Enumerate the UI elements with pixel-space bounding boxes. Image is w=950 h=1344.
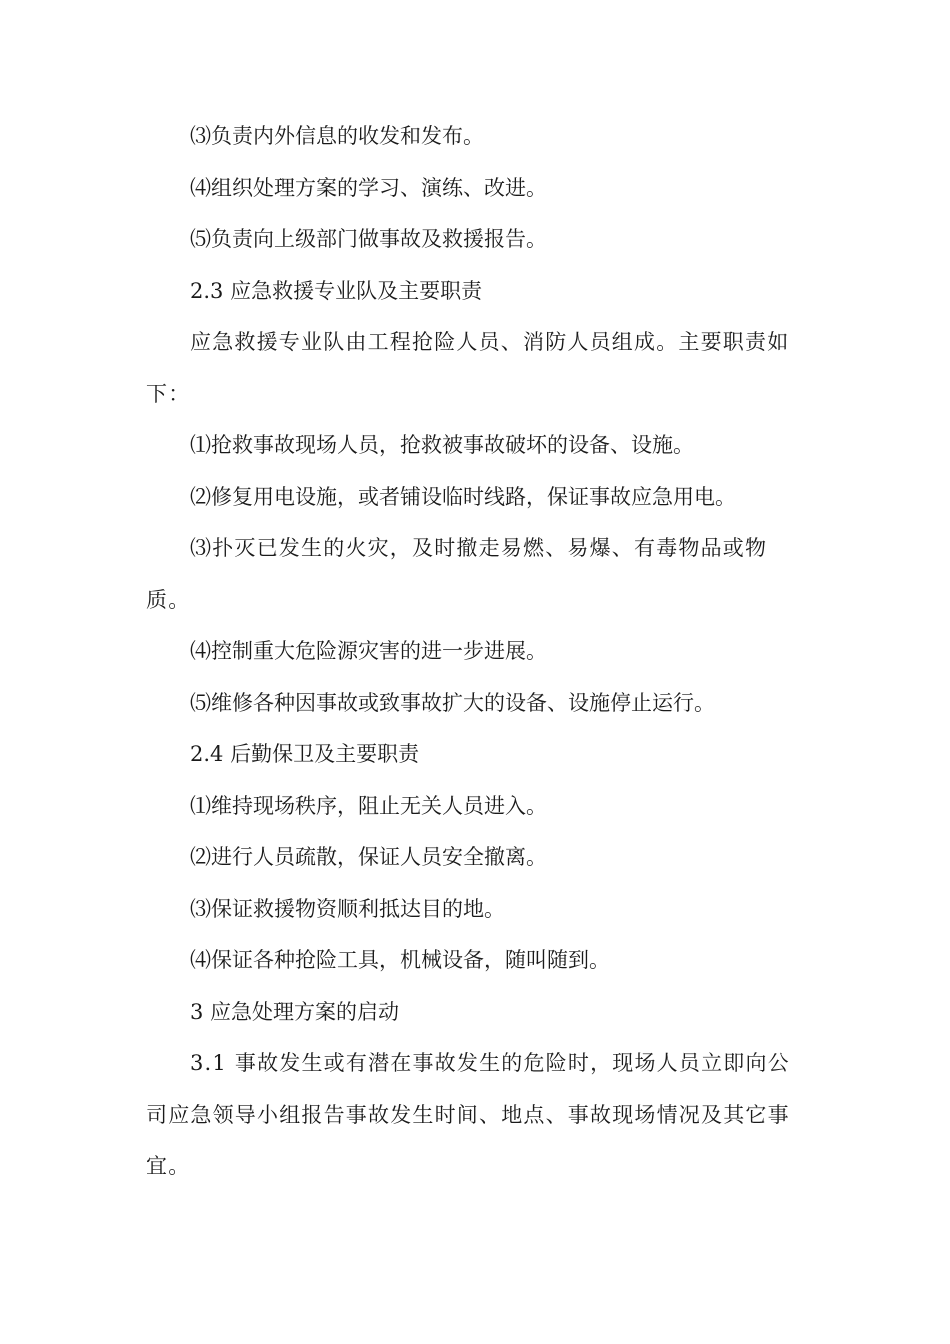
section-heading-2-4: 2.4 后勤保卫及主要职责	[190, 742, 420, 766]
paragraph-extinguish-fire: ⑶扑灭已发生的火灾，及时撤走易燃、易爆、有毒物品或物质。	[146, 536, 768, 612]
section-heading-3: 3 应急处理方案的启动	[190, 999, 400, 1024]
paragraph-rescue-team-intro: 应急救援专业队由工程抢险人员、消防人员组成。主要职责如下：	[146, 330, 790, 406]
paragraph-tools-ready: ⑷保证各种抢险工具，机械设备，随叫随到。	[190, 948, 610, 972]
paragraph-maintain-order: ⑴维持现场秩序，阻止无关人员进入。	[190, 793, 547, 818]
section-heading-2-3: 2.3 应急救援专业队及主要职责	[190, 278, 483, 303]
paragraph-info-release: ⑶负责内外信息的收发和发布。	[190, 124, 484, 148]
paragraph-restore-power: ⑵修复用电设施，或者铺设临时线路，保证事故应急用电。	[190, 484, 736, 509]
paragraph-supplies-arrival: ⑶保证救援物资顺利抵达目的地。	[190, 896, 505, 921]
paragraph-repair-equipment: ⑸维修各种因事故或致事故扩大的设备、设施停止运行。	[190, 690, 715, 715]
paragraph-report-superiors: ⑸负责向上级部门做事故及救援报告。	[190, 227, 547, 251]
paragraph-plan-training: ⑷组织处理方案的学习、演练、改进。	[190, 175, 547, 200]
document-body	[146, 111, 806, 1193]
paragraph-3-1-report: 3.1 事故发生或有潜在事故发生的危险时，现场人员立即向公司应急领导小组报告事故发生时间、地点、事故现场情况及其它事宜。	[146, 1051, 790, 1178]
paragraph-evacuation: ⑵进行人员疏散，保证人员安全撤离。	[190, 845, 547, 869]
paragraph-rescue-personnel: ⑴抢救事故现场人员，抢救被事故破坏的设备、设施。	[190, 433, 694, 457]
paragraph-control-hazard: ⑷控制重大危险源灾害的进一步进展。	[190, 639, 547, 663]
